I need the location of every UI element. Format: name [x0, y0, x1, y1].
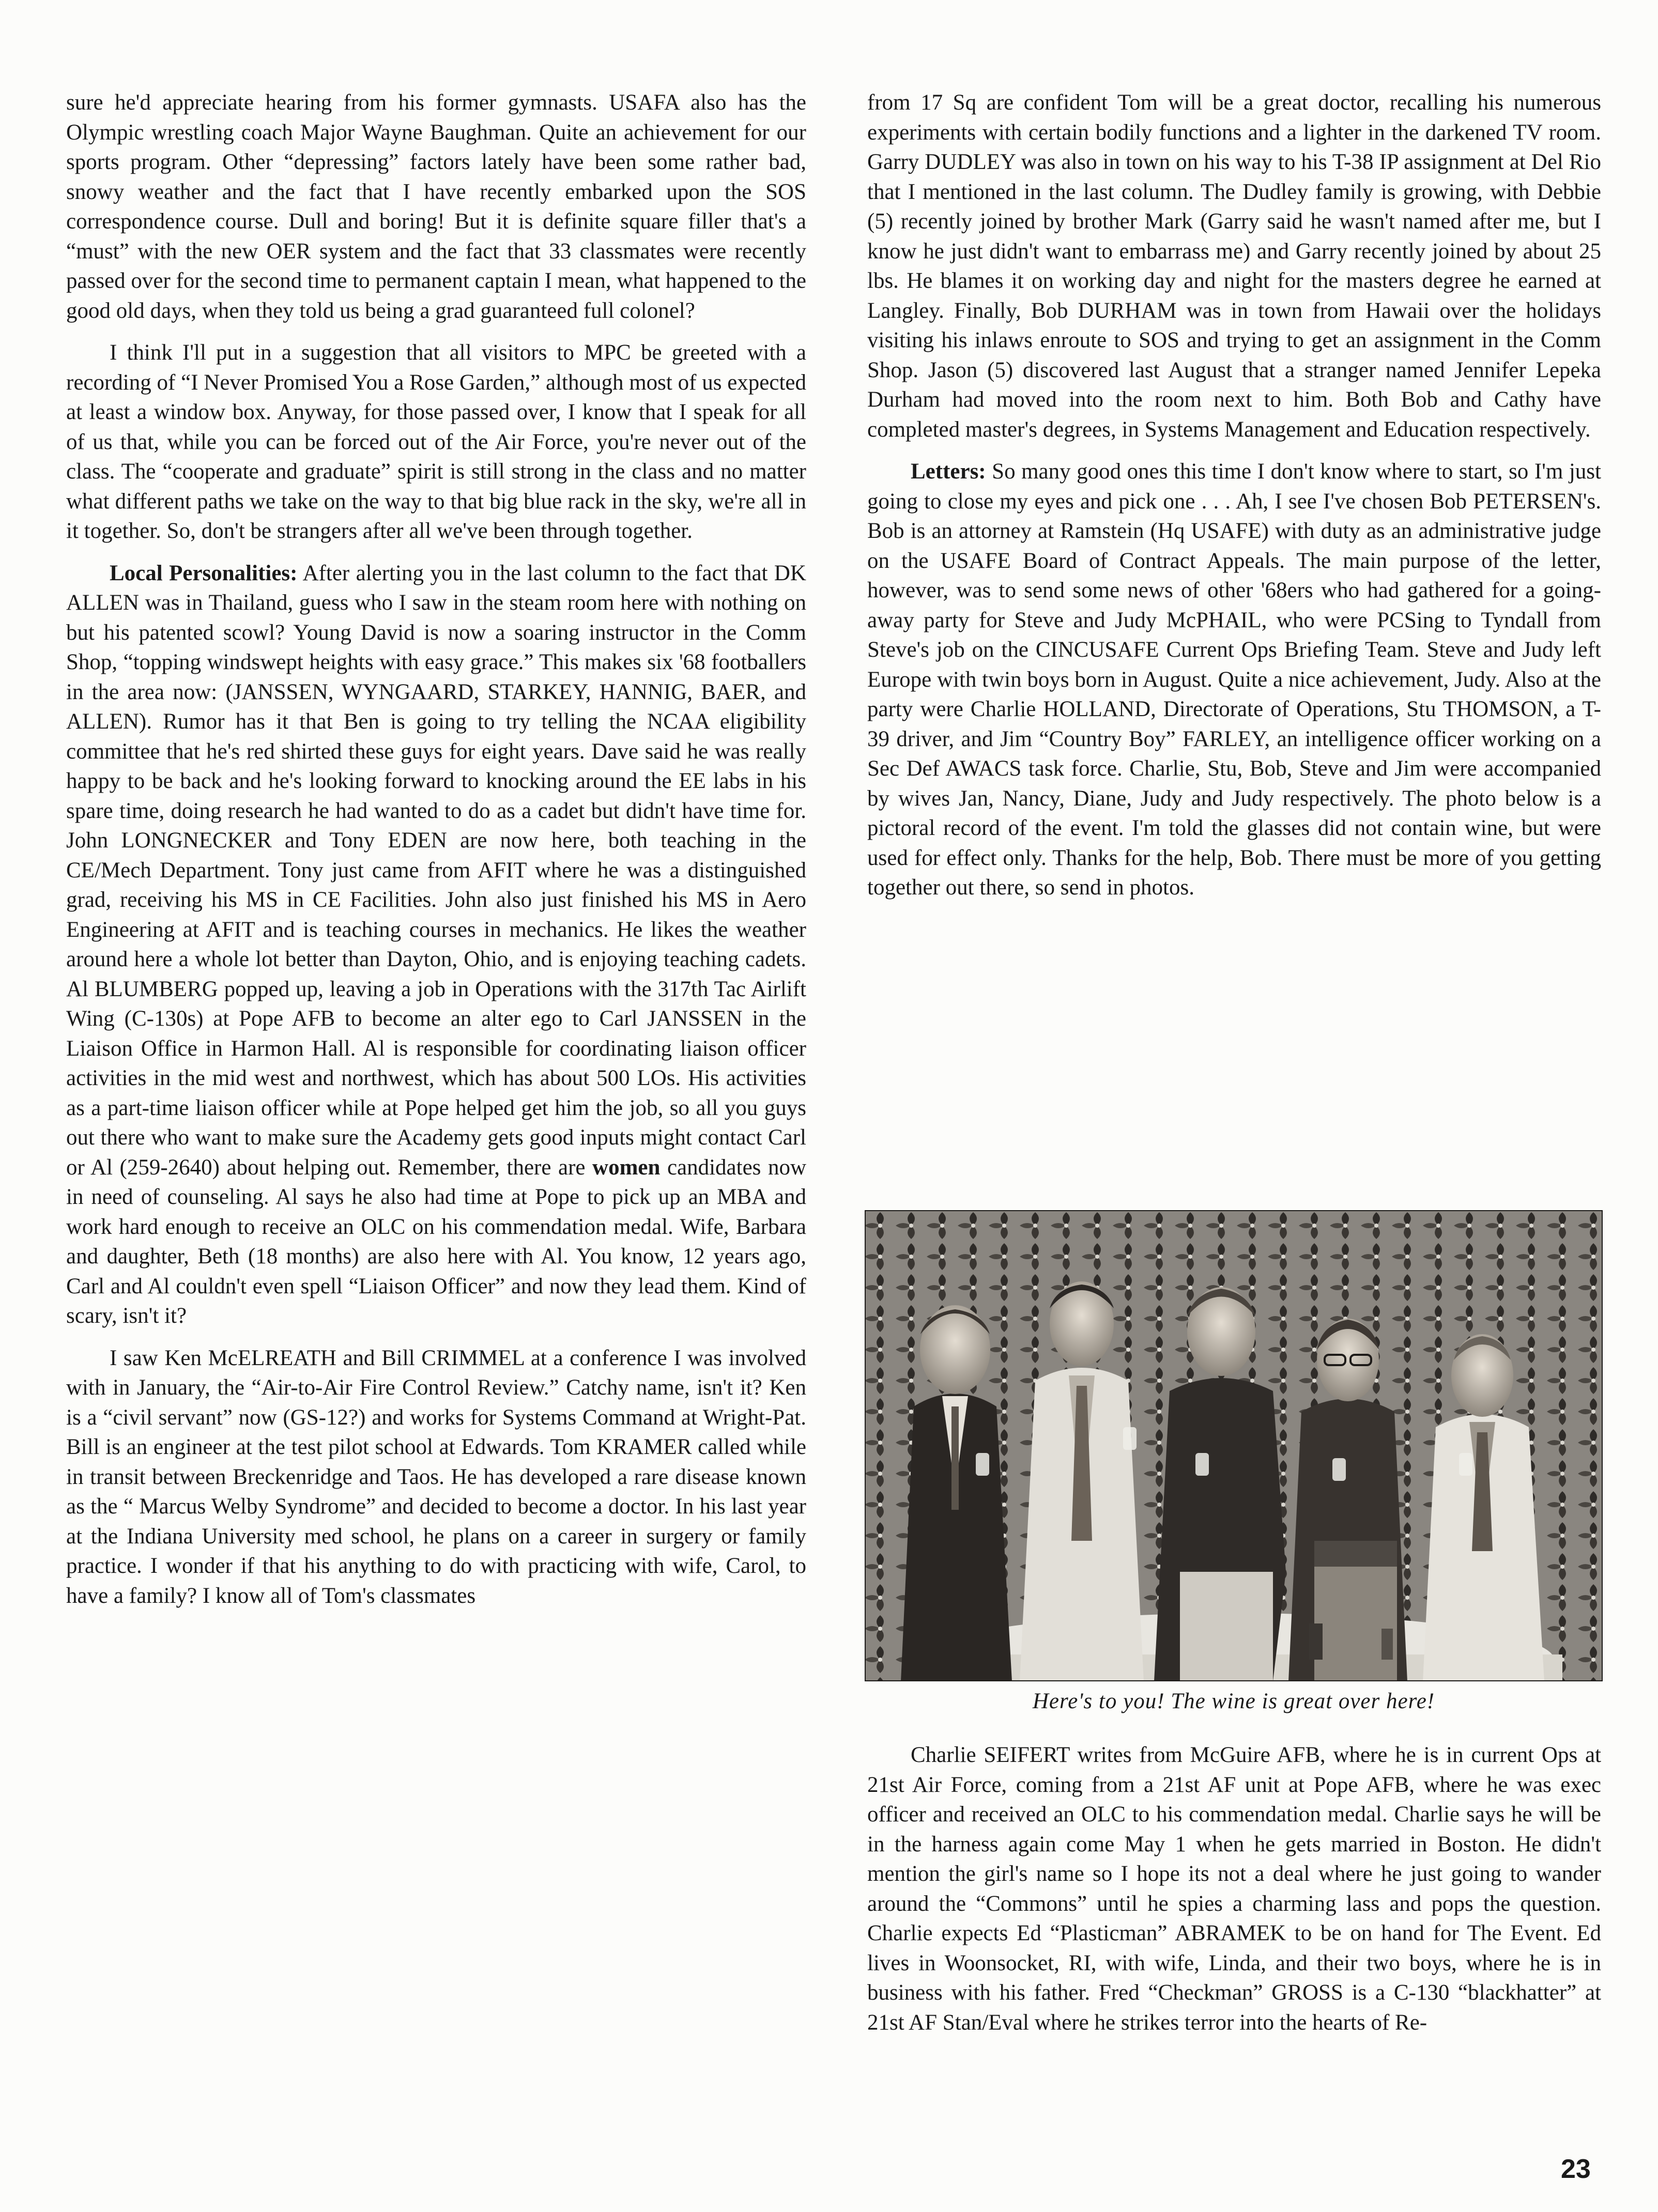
group-photo-image	[865, 1210, 1603, 1681]
paragraph	[867, 457, 1601, 903]
paragraph	[867, 1740, 1601, 2037]
paragraph-text: So many good ones this time I don't know where to start, so I'm just going to close my eyes and pick one . . . Ah, I see I've chosen Bob PETERSEN's. Bob is an attorney at Ramstein (Hq USAFE) with duty as an administrative judge on the USAFE Board of Contract Appeals. The main purpose of the letter, however, was to send some news of other '68ers who had gathered for a going-away party for Steve and Judy McPHAIL, who were PCSing to Tyndall from Steve's job on the CINCUSAFE Current Ops Briefing Team. Steve and Judy left Europe with twin boys born in August. Quite a nice achievement, Judy. Also at the party were Charlie HOLLAND, Directorate of Operations, Stu THOMSON, a T-39 driver, and Jim “Country Boy” FARLEY, an intelligence officer working on a Sec Def AWACS task force. Charlie, Stu, Bob, Steve and Jim were accompanied by wives Jan, Nancy, Diane, Judy and Judy respectively. The photo below is a pictoral record of the event. I'm told the glasses did not contain wine, but were used for effect only. Thanks for the help, Bob. There must be more of you getting together out there, so send in photos.	[867, 459, 1601, 900]
section-lead: Letters:	[911, 459, 986, 484]
emphasized-word: women	[592, 1155, 661, 1180]
wine-glass	[1332, 1458, 1346, 1481]
paragraph	[867, 88, 1601, 444]
paragraph-text: from 17 Sq are confident Tom will be a great doctor, recalling his numerous experiments with certain bodily functions and a lighter in the darkened TV room. Garry DUDLEY was also in town on his way to his T-38 IP assignment at Del Rio that I mentioned in the last column. The Dudley family is growing, with Debbie (5) recently joined by brother Mark (Garry said he wasn't named after me, but I know he just didn't want to embarrass me) and Garry recently joined by about 25 lbs. He blames it on working day and night for the masters degree he earned at Langley. Finally, Bob DURHAM was in town from Hawaii over the holidays visiting his inlaws enroute to SOS and trying to get an assignment in the Comm Shop. Jason (5) discovered last August that a stranger named Jennifer Lepeka Durham had moved into the room next to him. Both Bob and Cathy have completed master's degrees, in Systems Management and Education respectively.	[867, 90, 1601, 442]
right-column-top	[867, 88, 1601, 915]
wine-glass	[1459, 1453, 1472, 1476]
left-column	[66, 88, 806, 1623]
paragraph	[66, 338, 806, 546]
paragraph-text: Charlie SEIFERT writes from McGuire AFB, where he is in current Ops at 21st Air Force, coming from a 21st AF unit at Pope AFB, where he was exec officer and received an OLC to his commendation medal. Charlie says he will be in the harness again come May 1 when he gets married in Boston. He didn't mention the girl's name so I hope its not a deal where he just going to wander around the “Commons” until he spies a charming lass and pops the question. Charlie expects Ed “Plasticman” ABRAMEK to be on hand for The Event. Ed lives in Woonsocket, RI, with wife, Linda, and their two boys, where he is in business with his father. Fred “Checkman” GROSS is a C-130 “blackhatter” at 21st AF Stan/Eval where he strikes terror into the hearts of Re-	[867, 1743, 1601, 2035]
paragraph	[66, 559, 806, 1331]
table-bottle	[1381, 1629, 1393, 1660]
paragraph-text: I saw Ken McELREATH and Bill CRIMMEL at a conference I was involved with in January, the “Air-to-Air Fire Control Review.” Catchy name, isn't it? Ken is a “civil servant” now (GS-12?) and works for Systems Command at Wright-Pat. Bill is an engineer at the test pilot school at Edwards. Tom KRAMER called while in transit between Breckenridge and Taos. He has developed a rare disease known as the “ Marcus Welby Syndrome” and decided to become a doctor. In his last year at the Indiana University med school, he plans on a career in surgery or family practice. I wonder if that his anything to do with practicing with wife, Carol, to have a family? I know all of Tom's classmates	[66, 1345, 806, 1608]
right-column-bottom	[867, 1740, 1601, 2050]
photo-caption: Here's to you! The wine is great over here!	[1032, 1689, 1435, 1713]
paragraph-text: I think I'll put in a suggestion that all visitors to MPC be greeted with a recording of “I Never Promised You a Rose Garden,” although most of us expected at least a window box. Anyway, for those passed over, I know that I speak for all of us that, while you can be forced out of the Air Force, you're never out of the class. The “cooperate and graduate” spirit is still strong in the class and no matter what different paths we take on the way to that big blue rack in the sky, we're all in it together. So, don't be strangers after all we've been through together.	[66, 341, 806, 543]
paragraph-text: After alerting you in the last column to the fact that DK ALLEN was in Thailand, guess who I saw in the steam room here with nothing on but his patented scowl? Young David is now a soaring instructor in the Comm Shop, “topping windswept heights with easy grace.” This makes six '68 footballers in the area now: (JANSSEN, WYNGAARD, STARKEY, HANNIG, BAER, and ALLEN). Rumor has it that Ben is going to try telling the NCAA eligibility committee that he's red shirted these guys for eight years. Dave said he was really happy to be back and he's looking forward to knocking around the EE labs in his spare time, doing research he had wanted to do as a cadet but didn't have time for. John LONGNECKER and Tony EDEN are now here, both teaching in the CE/Mech Department. Tony just came from AFIT where he was a distinguished grad, receiving his MS in CE Facilities. John also just finished his MS in Aero Engineering at AFIT and is teaching courses in mechanics. He likes the weather around here a whole lot better than Dayton, Ohio, and is enjoying teaching cadets. Al BLUMBERG popped up, leaving a job in Operations with the 317th Tac Airlift Wing (C-130s) at Pope AFB to become an alter ego to Carl JANSSEN in the Liaison Office in Harmon Hall. Al is responsible for coordinating liaison officer activities in the mid west and northwest, which has about 500 LOs. His activities as a part-time liaison officer while at Pope helped get him the job, so all you guys out there who want to make sure the Academy gets good inputs might contact Carl or Al (259-2640) about helping out. Remember, there are	[66, 561, 806, 1180]
group-photo	[865, 1210, 1603, 1681]
paragraph	[66, 1343, 806, 1611]
wine-glass	[1195, 1453, 1209, 1476]
wine-glass	[1123, 1427, 1137, 1450]
paragraph-text: sure he'd appreciate hearing from his former gymnasts. USAFA also has the Olympic wrestling coach Major Wayne Baughman. Quite an achievement for our sports program. Other “depressing” factors lately have been some rather bad, snowy weather and the fact that I have recently embarked upon the SOS correspondence course. Dull and boring! But it is definite square filler that's a “must” with the new OER system and the fact that 33 classmates were recently passed over for the second time to permanent captain I mean, what happened to the good old days, when they told us being a grad guaranteed full colonel?	[66, 90, 806, 323]
paragraph	[66, 88, 806, 326]
section-lead: Local Personalities:	[110, 561, 298, 585]
table-bottle	[1309, 1623, 1323, 1660]
paragraph-text: candidates now in need of counseling. Al says he also had time at Pope to pick up an MBA and work hard enough to receive an OLC on his commendation medal. Wife, Barbara and daughter, Beth (18 months) are also here with Al. You know, 12 years ago, Carl and Al couldn't even spell “Liaison Officer” and now they lead them. Kind of scary, isn't it?	[66, 1155, 806, 1328]
page-number: 23	[1561, 2154, 1591, 2184]
wine-glass	[976, 1453, 989, 1476]
